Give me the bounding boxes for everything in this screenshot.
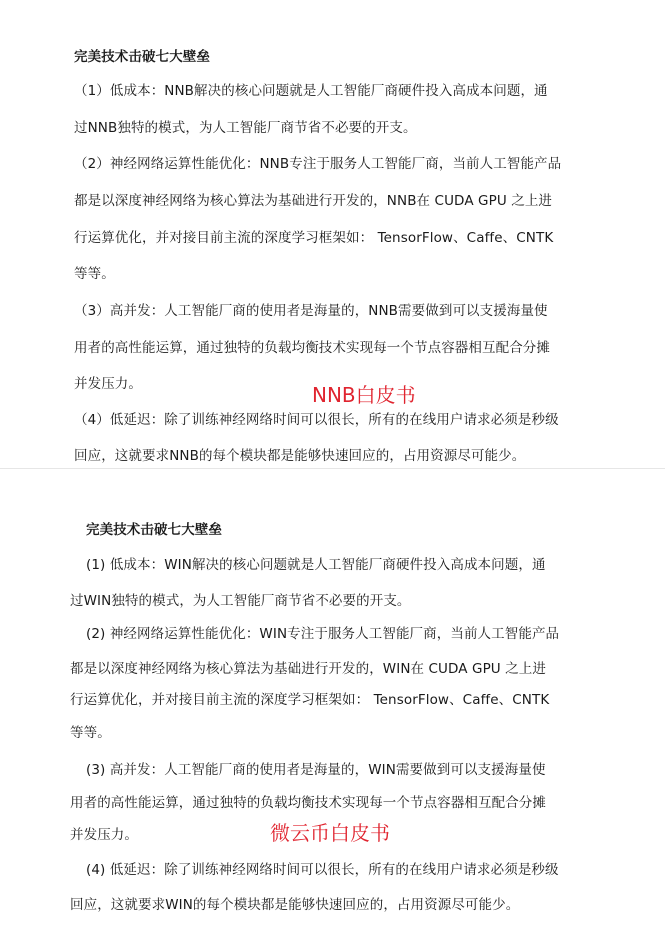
nnb-stamp-label: NNB白皮书 (312, 383, 416, 407)
page-title: 完美技术击破七大壁垒 (86, 522, 222, 538)
paragraph-line: （1）低成本：NNB解决的核心问题就是人工智能厂商硬件投入高成本问题，通 (74, 83, 548, 99)
paragraph-line: 行运算优化，并对接目前主流的深度学习框架如： TensorFlow、Caffe、CNTK (70, 692, 550, 708)
paragraph-line: 行运算优化，并对接目前主流的深度学习框架如： TensorFlow、Caffe、CNTK (74, 230, 554, 246)
paragraph-line-cut: 回应，这就要求NNB的每个模块都是能够快速回应的，占用资源尽可能少。 (74, 448, 526, 464)
paragraph-line: (4) 低延迟：除了训练神经网络时间可以很长，所有的在线用户请求必须是秒级 (86, 862, 559, 878)
paragraph-line: （2）神经网络运算性能优化：NNB专注于服务人工智能厂商，当前人工智能产品 (74, 156, 562, 172)
paragraph-line: 过NNB独特的模式，为人工智能厂商节省不必要的开支。 (74, 120, 417, 136)
paragraph-line: 等等。 (74, 266, 115, 282)
paragraph-line: （4）低延迟：除了训练神经网络时间可以很长，所有的在线用户请求必须是秒级 (74, 412, 559, 428)
paragraph-line: 回应，这就要求WIN的每个模块都是能够快速回应的，占用资源尽可能少。 (70, 897, 520, 913)
paragraph-line: 等等。 (70, 725, 111, 741)
paragraph-line: 并发压力。 (70, 827, 138, 843)
paragraph-line: 都是以深度神经网络为核心算法为基础进行开发的，WIN在 CUDA GPU 之上进 (70, 661, 546, 677)
paragraph-line: (3) 高并发：人工智能厂商的使用者是海量的，WIN需要做到可以支援海量使 (86, 762, 546, 778)
paragraph-line: (1) 低成本：WIN解决的核心问题就是人工智能厂商硬件投入高成本问题，通 (86, 557, 546, 573)
win-stamp-label: 微云币白皮书 (270, 821, 390, 845)
page-title: 完美技术击破七大壁垒 (74, 49, 210, 65)
paragraph-line: 并发压力。 (74, 376, 142, 392)
paragraph-line: 用者的高性能运算，通过独特的负载均衡技术实现每一个节点容器相互配合分摊 (70, 795, 546, 811)
paragraph-line: 都是以深度神经网络为核心算法为基础进行开发的，NNB在 CUDA GPU 之上进 (74, 193, 553, 209)
paragraph-line: 过WIN独特的模式，为人工智能厂商节省不必要的开支。 (70, 593, 411, 609)
win-whitepaper-excerpt (0, 468, 665, 926)
paragraph-line: 用者的高性能运算，通过独特的负载均衡技术实现每一个节点容器相互配合分摊 (74, 340, 550, 356)
paragraph-line: (2) 神经网络运算性能优化：WIN专注于服务人工智能厂商，当前人工智能产品 (86, 626, 560, 642)
paragraph-line: （3）高并发：人工智能厂商的使用者是海量的，NNB需要做到可以支援海量使 (74, 303, 548, 319)
